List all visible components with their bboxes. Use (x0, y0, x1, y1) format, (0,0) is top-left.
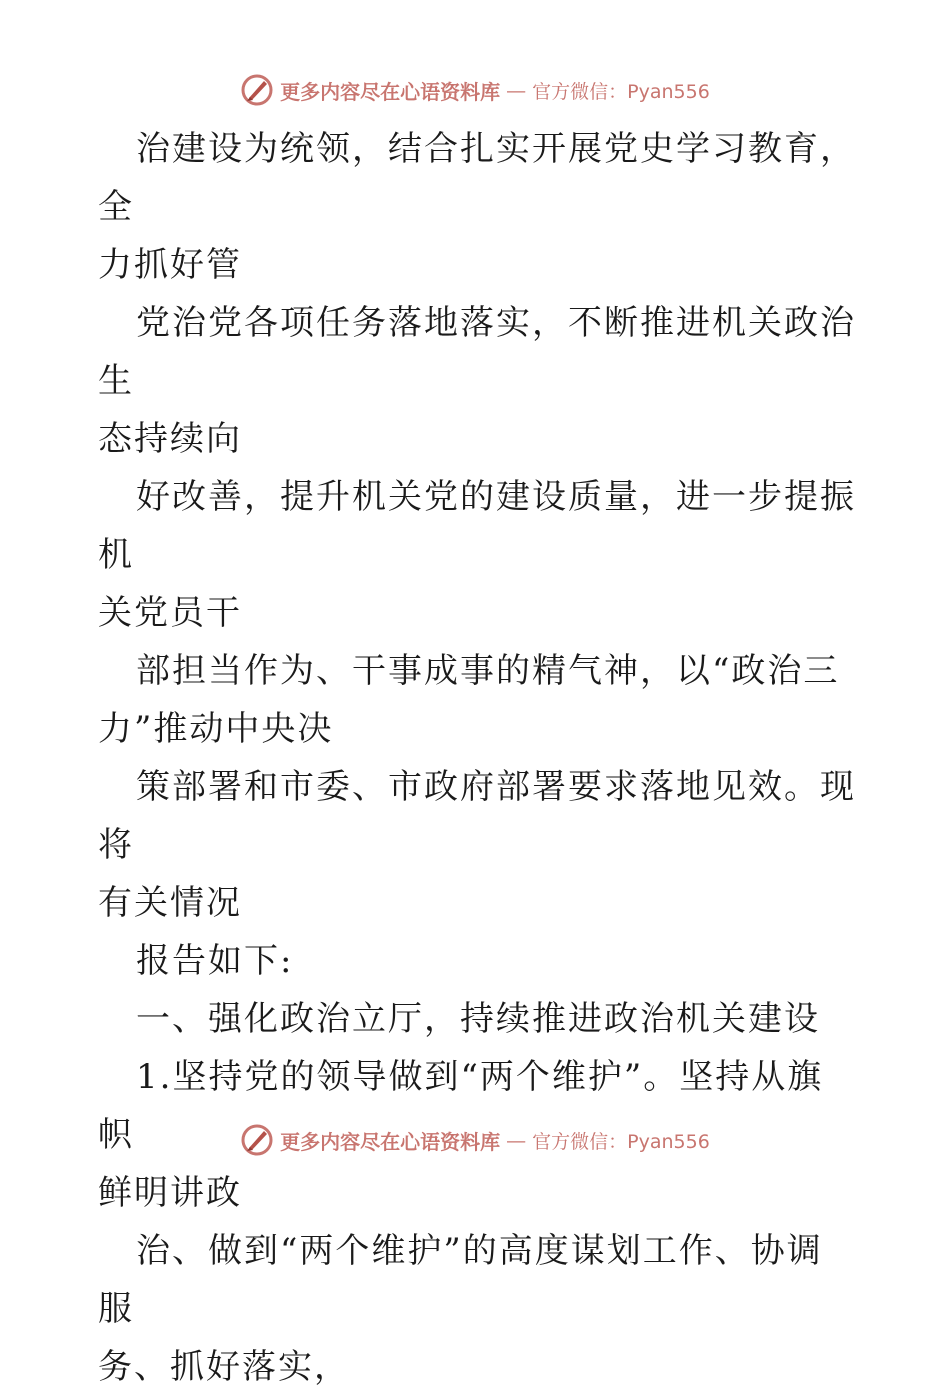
document-body (98, 120, 858, 1396)
text-line: 部担当作为、干事成事的精气神，以“政治三 (136, 651, 840, 691)
text-line: 有关情况 (98, 883, 242, 923)
watermark-wechat: 官方微信：Pyan556 (532, 80, 710, 103)
text-line: 报告如下: (136, 941, 294, 981)
section-heading: 一、强化政治立厅，持续推进政治机关建设 (136, 999, 820, 1039)
header-watermark (0, 70, 950, 110)
quill-logo-icon (240, 1123, 274, 1157)
text-line: 1.坚持党的领导做到“两个维护”。坚持从旗帜 (98, 1057, 824, 1155)
text-line: 关党员干 (98, 593, 242, 633)
text-line: 力”推动中央决 (98, 709, 334, 749)
text-line: 务、抓好落实， (98, 1347, 350, 1387)
watermark-separator: — (506, 1128, 527, 1152)
watermark-wechat: 官方微信：Pyan556 (532, 1130, 710, 1153)
quill-logo-icon (240, 73, 274, 107)
text-line: 态持续向 (98, 419, 242, 459)
text-line: 好改善，提升机关党的建设质量，进一步提振机 (98, 477, 856, 575)
text-line: 力抓好管 (98, 245, 242, 285)
text-line: 治、做到“两个维护”的高度谋划工作、协调服 (98, 1231, 823, 1329)
text-line: 策部署和市委、市政府部署要求落地见效。现将 (98, 767, 856, 865)
watermark-text: 更多内容尽在心语资料库 (280, 79, 501, 104)
watermark-text: 更多内容尽在心语资料库 (280, 1129, 501, 1154)
watermark-separator: — (506, 78, 527, 102)
text-line: 治建设为统领，结合扎实开展党史学习教育，全 (98, 129, 856, 227)
text-line: 党治党各项任务落地落实，不断推进机关政治生 (98, 303, 856, 401)
footer-watermark (0, 1120, 950, 1160)
text-line: 鲜明讲政 (98, 1173, 242, 1213)
